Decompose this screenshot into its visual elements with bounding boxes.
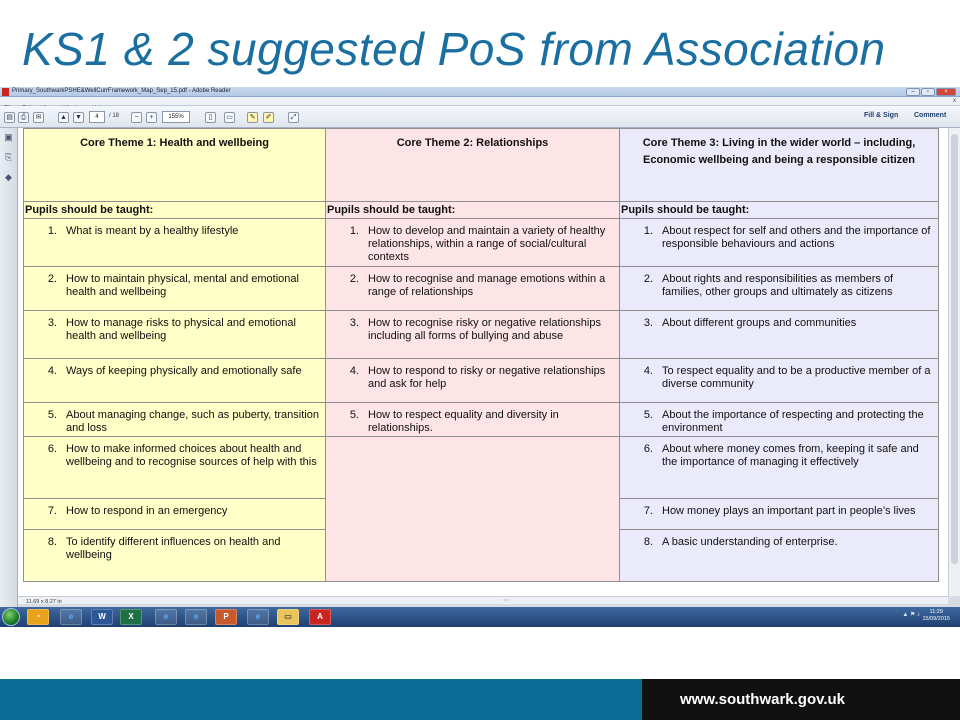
table-cell: 7. How to respond in an emergency — [24, 499, 326, 530]
attachments-icon[interactable]: ⎘ — [4, 152, 13, 162]
start-orb-icon[interactable] — [2, 608, 20, 626]
table-cell: 2. How to recognise and manage emotions within a range of relationships — [326, 267, 620, 311]
table-cell: 6. How to make informed choices about health and wellbeing and to recognise sources of help with this — [24, 437, 326, 499]
theme2-header: Core Theme 2: Relationships — [326, 129, 620, 202]
close-document-button[interactable]: x — [953, 98, 956, 104]
word-icon[interactable]: W — [91, 609, 113, 625]
pos-table — [23, 128, 939, 582]
table-cell: 1. How to develop and maintain a variety of healthy relationships, within a range of social/cultural contexts — [326, 219, 620, 267]
ie-icon[interactable]: e — [155, 609, 177, 625]
footer-url[interactable]: www.southwark.gov.uk — [642, 679, 960, 720]
slide-title: KS1 & 2 suggested PoS from Association — [22, 23, 886, 75]
close-window-button[interactable]: × — [936, 88, 956, 96]
table-row — [24, 219, 939, 267]
window-title: Primary_SouthwarkPSHE&WellCurrFramework_Map_Sep_15.pdf - Adobe Reader — [12, 88, 231, 94]
table-cell: 8. To identify different influences on health and wellbeing — [24, 530, 326, 582]
table-cell: 2. About rights and responsibilities as members of families, other groups and ultimately as citizens — [620, 267, 939, 311]
page-up-icon[interactable]: ▲ — [58, 112, 69, 123]
zoom-select[interactable]: 155% — [162, 111, 190, 123]
comment-button[interactable]: Comment — [914, 112, 947, 119]
theme1-subheader: Pupils should be taught: — [24, 202, 326, 219]
adobe-reader-screenshot — [0, 87, 960, 627]
layers-icon[interactable]: ◆ — [5, 172, 12, 182]
table-cell: 4. To respect equality and to be a productive member of a diverse community — [620, 359, 939, 403]
ie-icon[interactable]: e — [60, 609, 82, 625]
page-number-input[interactable]: 4 — [89, 111, 105, 123]
fit-page-icon[interactable]: ▯ — [205, 112, 216, 123]
outlook-icon[interactable]: ◔ — [27, 609, 49, 625]
zoom-out-icon[interactable]: − — [131, 112, 142, 123]
minimize-button[interactable]: – — [906, 88, 920, 96]
expand-icon[interactable]: ⤢ — [288, 112, 299, 123]
adobe-reader-icon[interactable]: A — [309, 609, 331, 625]
page-thumbnails-icon[interactable]: ▣ — [4, 132, 13, 142]
empty-cell — [326, 437, 620, 582]
excel-icon[interactable]: X — [120, 609, 142, 625]
theme1-header: Core Theme 1: Health and wellbeing — [24, 129, 326, 202]
table-cell: 4. How to respond to risky or negative relationships and ask for help — [326, 359, 620, 403]
fill-sign-button[interactable]: Fill & Sign — [864, 112, 899, 119]
table-cell: 5. About managing change, such as puberty, transition and loss — [24, 403, 326, 437]
open-icon[interactable]: ▤ — [4, 112, 15, 123]
table-cell: 6. About where money comes from, keeping it safe and the importance of managing it effectively — [620, 437, 939, 499]
zoom-in-icon[interactable]: + — [146, 112, 157, 123]
table-subheader-row — [24, 202, 939, 219]
table-cell: 4. Ways of keeping physically and emotionally safe — [24, 359, 326, 403]
highlight-icon[interactable]: ✐ — [263, 112, 274, 123]
taskbar-clock[interactable] — [922, 609, 950, 623]
windows-taskbar — [0, 607, 960, 627]
table-cell: 1. What is meant by a healthy lifestyle — [24, 219, 326, 267]
page-total: / 18 — [109, 113, 120, 119]
print-icon[interactable]: ⎙ — [18, 112, 29, 123]
table-cell: 5. How to respect equality and diversity in relationships. — [326, 403, 620, 437]
theme2-subheader: Pupils should be taught: — [326, 202, 620, 219]
table-row — [24, 311, 939, 359]
table-cell: 7. How money plays an important part in people’s lives — [620, 499, 939, 530]
table-cell: 3. How to manage risks to physical and emotional health and wellbeing — [24, 311, 326, 359]
fit-width-icon[interactable]: ▭ — [224, 112, 235, 123]
table-header-row — [24, 129, 939, 202]
table-cell: 2. How to maintain physical, mental and emotional health and wellbeing — [24, 267, 326, 311]
page-size-label: 11.69 x 8.27 in — [26, 599, 62, 605]
clock-time: 11:29 — [929, 609, 943, 615]
page-down-icon[interactable]: ▼ — [73, 112, 84, 123]
theme3-header: Core Theme 3: Living in the wider world – including, Economic wellbeing and being a responsible citizen — [620, 129, 939, 202]
comment-icon[interactable]: ✎ — [247, 112, 258, 123]
window-titlebar — [0, 87, 960, 97]
table-cell: 8. A basic understanding of enterprise. — [620, 530, 939, 582]
pdf-document-page — [18, 128, 948, 596]
system-tray[interactable]: ▲ ⚑ ♪ — [902, 612, 920, 618]
status-bar — [18, 599, 948, 607]
table-row — [24, 359, 939, 403]
table-cell: 1. About respect for self and others and the importance of responsible behaviours and actions — [620, 219, 939, 267]
table-cell: 5. About the importance of respecting and protecting the environment — [620, 403, 939, 437]
navigation-panel — [0, 128, 18, 607]
table-cell: 3. About different groups and communities — [620, 311, 939, 359]
ie-icon[interactable]: e — [247, 609, 269, 625]
pdf-icon — [2, 88, 9, 96]
theme3-subheader: Pupils should be taught: — [620, 202, 939, 219]
table-row — [24, 267, 939, 311]
explorer-icon[interactable]: ▭ — [277, 609, 299, 625]
ie-icon[interactable]: e — [185, 609, 207, 625]
maximize-button[interactable]: ▫ — [921, 88, 935, 96]
table-row — [24, 403, 939, 437]
clock-date: 15/09/2015 — [922, 616, 950, 622]
scroll-grip-icon[interactable]: ⋯ — [503, 598, 509, 604]
powerpoint-icon[interactable]: P — [215, 609, 237, 625]
vertical-scrollbar[interactable] — [948, 128, 960, 596]
footer-bar — [0, 679, 960, 720]
table-row — [24, 437, 939, 499]
toolbar — [0, 106, 960, 128]
email-icon[interactable]: ✉ — [33, 112, 44, 123]
menubar — [0, 97, 960, 106]
table-cell: 3. How to recognise risky or negative relationships including all forms of bullying and abuse — [326, 311, 620, 359]
scrollbar-thumb[interactable] — [951, 134, 958, 564]
